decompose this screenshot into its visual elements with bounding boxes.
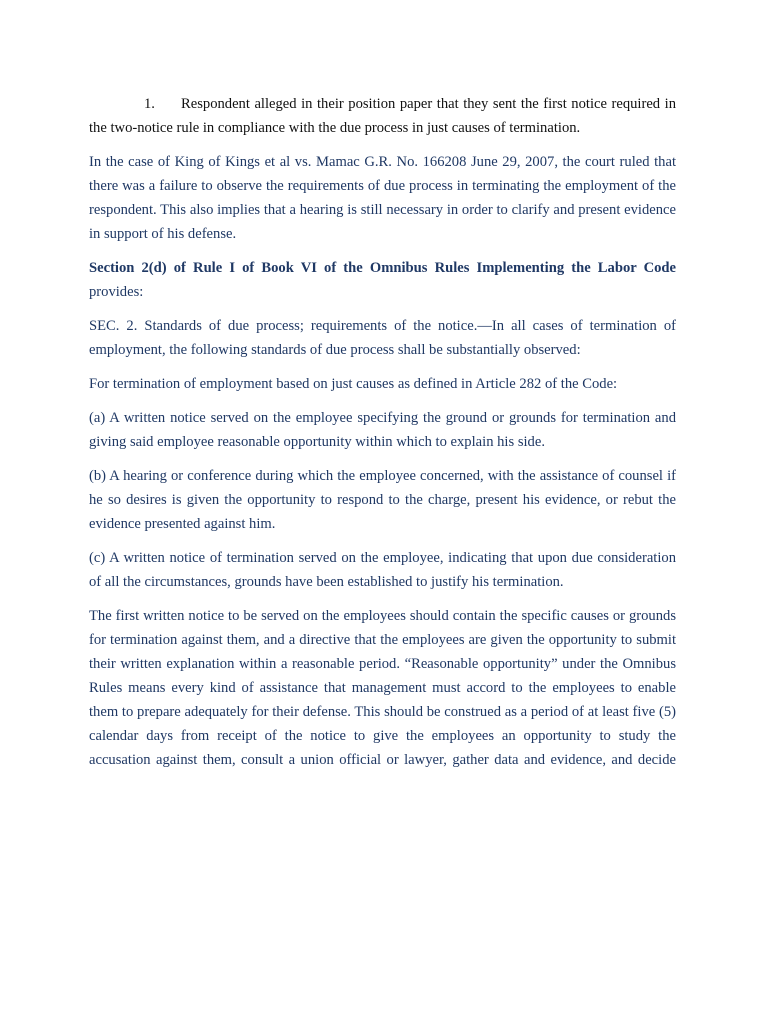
paragraph-first-written-notice: The first written notice to be served on the employees should contain the specific causes or grounds for termination against them, and a directive that the employees are given the opportunity to submit their written explanation within a reasonable period. “Reasonable opportunity” under the Omnibus Rules means every kind of assistance that management must accord to the employees to enable them to prepare adequately for their defense. This should be construed as a period of at least five (5) calendar days from receipt of the notice to give the employees an opportunity to study the accusation against them, consult a union official or lawyer, gather data and evidence, and decide	[89, 608, 676, 768]
paragraph-1-text: Respondent alleged in their position paper that they sent the first notice required in the two-notice rule in compliance with the due process in just causes of termination.	[89, 96, 676, 136]
section-reference-rest: provides:	[89, 284, 144, 300]
paragraph-item-a: (a) A written notice served on the employee specifying the ground or grounds for termination and giving said employee reasonable opportunity within which to explain his side.	[89, 410, 676, 450]
numbered-paragraph-1	[89, 92, 676, 140]
paragraph-case-citation: In the case of King of Kings et al vs. Mamac G.R. No. 166208 June 29, 2007, the court ruled that there was a failure to observe the requirements of due process in terminating the employment of the respondent. This also implies that a hearing is still necessary in order to clarify and present evidence in support of his defense.	[89, 154, 676, 242]
document-page	[89, 92, 676, 782]
section-reference-bold: Section 2(d) of Rule I of Book VI of the Omnibus Rules Implementing the Labor Code	[89, 260, 676, 276]
paragraph-standards-of-due-process: SEC. 2. Standards of due process; requirements of the notice.—In all cases of termination of employment, the following standards of due process shall be substantially observed:	[89, 318, 676, 358]
paragraph-item-b: (b) A hearing or conference during which the employee concerned, with the assistance of counsel if he so desires is given the opportunity to respond to the charge, present his evidence, or rebut the evidence presented against him.	[89, 468, 676, 532]
paragraph-number: 1.	[144, 96, 155, 112]
paragraph-section-reference	[89, 256, 676, 304]
paragraph-just-causes-intro: For termination of employment based on just causes as defined in Article 282 of the Code:	[89, 376, 618, 392]
paragraph-item-c: (c) A written notice of termination served on the employee, indicating that upon due consideration of all the circumstances, grounds have been established to justify his termination.	[89, 550, 676, 590]
